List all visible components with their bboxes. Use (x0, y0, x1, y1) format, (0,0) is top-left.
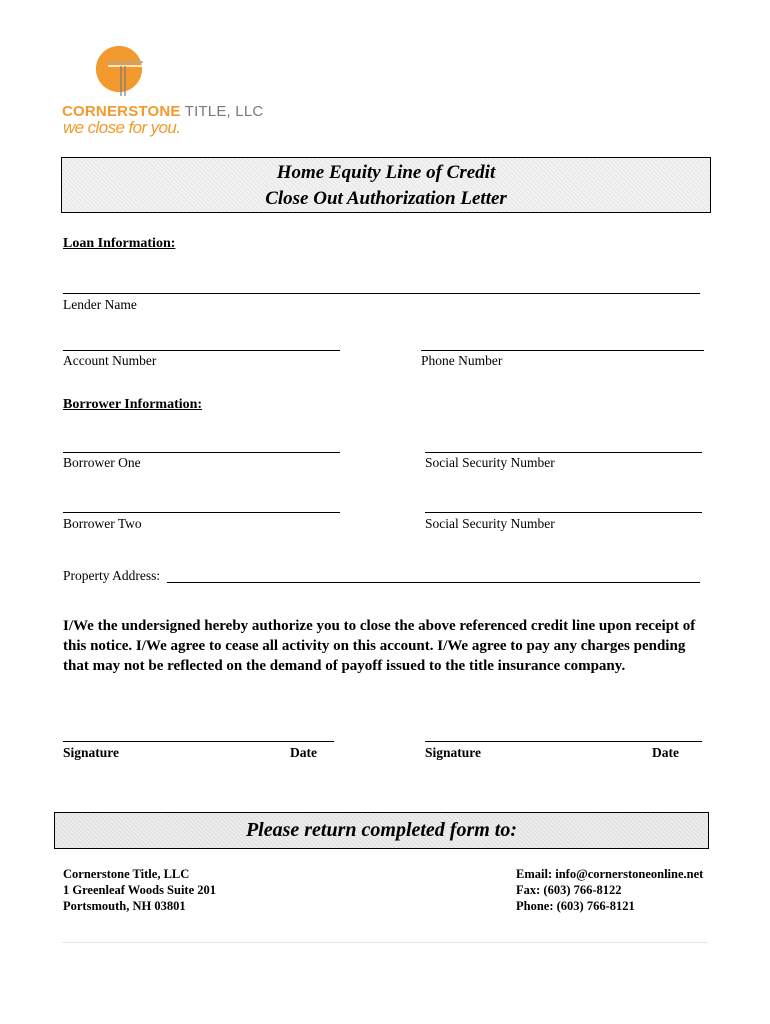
cornerstone-logo-icon (96, 46, 146, 96)
city-state-zip: Portsmouth, NH 03801 (63, 899, 186, 913)
document-title-line2: Close Out Authorization Letter (265, 188, 507, 209)
signature-field-1[interactable] (63, 741, 334, 742)
phone-number-field[interactable] (421, 350, 704, 351)
borrower-one-ssn-label: Social Security Number (425, 455, 555, 470)
borrower-two-label: Borrower Two (63, 516, 142, 531)
borrower-one-label: Borrower One (63, 455, 141, 470)
lender-name-field[interactable] (63, 293, 700, 294)
property-address-field[interactable] (167, 582, 700, 583)
phone-number: Phone: (603) 766-8121 (516, 899, 635, 913)
mailing-address (63, 866, 216, 914)
company-name: Cornerstone Title, LLC (63, 867, 190, 881)
signature-label-2: Signature (425, 745, 482, 760)
footer-divider (62, 942, 708, 943)
phone-number-label: Phone Number (421, 353, 503, 368)
date-label-2: Date (652, 745, 679, 760)
account-number-label: Account Number (63, 353, 157, 368)
logo-name-secondary: TITLE, LLC (180, 103, 264, 120)
account-number-field[interactable] (63, 350, 340, 351)
document-title-box (61, 157, 711, 213)
return-heading: Please return completed form to: (245, 819, 518, 841)
logo-name-primary: CORNERSTONE (62, 103, 181, 120)
authorization-statement: I/We the undersigned hereby authorize you to close the above referenced credit line upon receipt of this notice. I/We agree to cease all activity on this account. I/We agree to pay any charges pending that may not be reflected on the demand of payoff issued to the title insurance company. (63, 618, 696, 674)
borrower-two-ssn-field[interactable] (425, 512, 702, 513)
borrower-one-ssn-field[interactable] (425, 452, 702, 453)
email-address[interactable]: Email: info@cornerstoneonline.net (516, 867, 704, 881)
loan-information-heading: Loan Information: (63, 236, 176, 251)
return-form-box (54, 812, 709, 849)
signature-field-2[interactable] (425, 741, 702, 742)
fax-number: Fax: (603) 766-8122 (516, 883, 622, 897)
lender-name-label: Lender Name (63, 297, 137, 312)
borrower-two-field[interactable] (63, 512, 340, 513)
document-title-line1: Home Equity Line of Credit (276, 162, 496, 183)
borrower-two-ssn-label: Social Security Number (425, 516, 555, 531)
signature-label-1: Signature (63, 745, 120, 760)
borrower-information-heading: Borrower Information: (63, 397, 203, 412)
date-label-1: Date (290, 745, 317, 760)
logo-tagline: we close for you. (63, 118, 181, 137)
contact-details (516, 866, 703, 914)
borrower-one-field[interactable] (63, 452, 340, 453)
street-address: 1 Greenleaf Woods Suite 201 (63, 883, 217, 897)
property-address-label: Property Address: (63, 568, 161, 583)
